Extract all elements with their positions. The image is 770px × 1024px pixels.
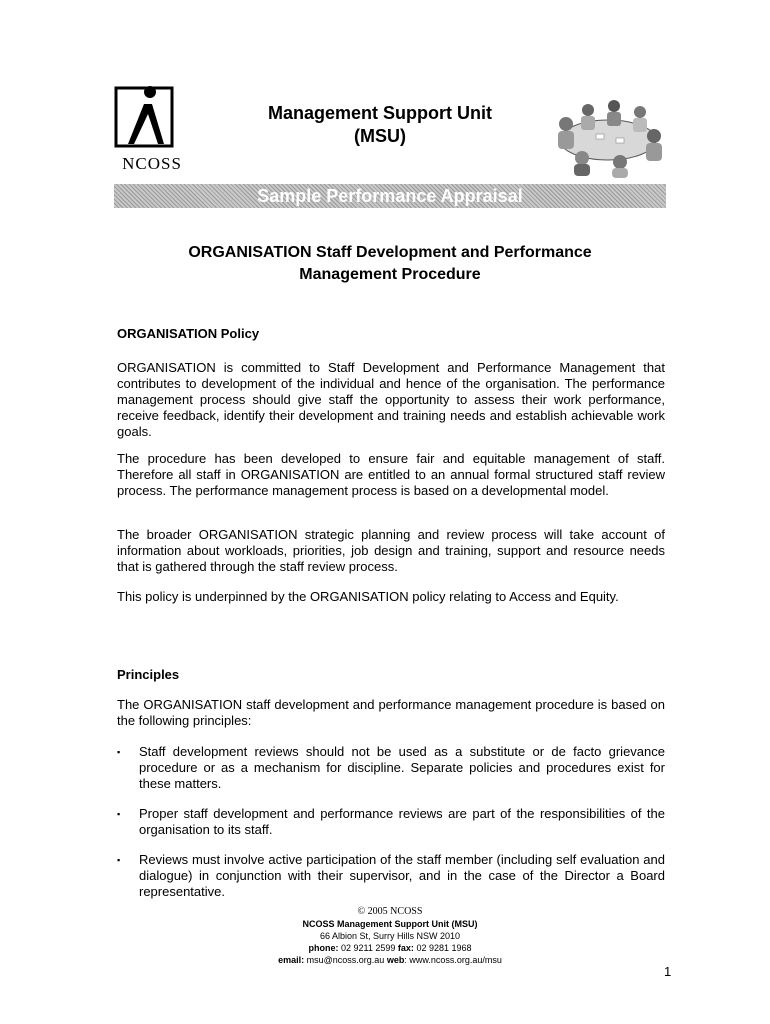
bullet-icon: ▪ <box>117 747 121 757</box>
web-label: web <box>386 955 405 965</box>
footer-contact-line <box>200 954 580 966</box>
list-item <box>117 852 665 900</box>
policy-heading: ORGANISATION Policy <box>117 326 260 341</box>
unit-title-line1: Management Support Unit <box>268 103 492 123</box>
document-title-line1: ORGANISATION Staff Development and Performance <box>188 244 592 261</box>
bullet-icon: ▪ <box>117 809 121 819</box>
ncoss-logo-icon <box>114 82 190 152</box>
logo-text: NCOSS <box>122 154 182 173</box>
policy-paragraph: This policy is underpinned by the ORGANISATION policy relating to Access and Equity. <box>117 589 619 604</box>
list-item-text: Reviews must involve active participation of the staff member (including self evaluation and dialogue) in conjunction with their supervisor, and in the case of the Director a Board representative. <box>139 852 665 899</box>
phone-number: 02 9211 2599 <box>341 943 396 953</box>
footer-address: 66 Albion St, Surry Hills NSW 2010 <box>319 931 461 941</box>
fax-number: 02 9281 1968 <box>416 943 472 953</box>
document-title-line2: Management Procedure <box>299 266 481 283</box>
footer-copyright: © 2005 NCOSS <box>357 906 423 917</box>
ncoss-logo <box>114 82 190 174</box>
banner: Sample Performance Appraisal <box>114 184 666 208</box>
footer-phone-line <box>200 942 580 954</box>
principles-intro: The ORGANISATION staff development and performance management procedure is based on the following principles: <box>117 697 665 728</box>
email-label: email: <box>278 955 305 965</box>
list-item-text: Proper staff development and performance reviews are part of the responsibilities of the organisation to its staff. <box>139 806 665 837</box>
page-number: 1 <box>664 964 672 979</box>
meeting-illustration <box>546 96 668 178</box>
policy-paragraph: The broader ORGANISATION strategic planning and review process will take account of information about workloads, priorities, job design and training, support and resource needs that is gathered through the staff review process. <box>117 527 665 574</box>
email-link[interactable]: msu@ncoss.org.au <box>306 955 385 965</box>
document-title <box>114 242 666 286</box>
unit-title <box>220 102 540 148</box>
meeting-table-icon <box>546 96 668 178</box>
list-item <box>117 806 665 838</box>
bullet-icon: ▪ <box>117 855 121 865</box>
policy-paragraph: The procedure has been developed to ensure fair and equitable management of staff. Therefore all staff in ORGANISATION are entitled to an annual formal structured staff review process. The performance management process is based on a developmental model. <box>117 451 665 498</box>
phone-label: phone: <box>308 943 339 953</box>
list-item-text: Staff development reviews should not be used as a substitute or de facto grievance procedure or as a mechanism for discipline. Separate policies and procedures exist for these matters. <box>139 744 665 791</box>
list-item <box>117 744 665 792</box>
web-link[interactable]: : www.ncoss.org.au/msu <box>404 955 502 965</box>
principles-heading: Principles <box>117 667 180 682</box>
fax-label: fax: <box>397 943 414 953</box>
unit-title-line2: (MSU) <box>354 126 406 146</box>
policy-paragraph: ORGANISATION is committed to Staff Development and Performance Management that contributes to development of the individual and hence of the organisation. The performance management process should give staff the opportunity to assess their work performance, receive feedback, identify their development and training needs and establish achievable work goals. <box>117 360 665 439</box>
footer-unit: NCOSS Management Support Unit (MSU) <box>302 919 478 929</box>
footer <box>200 906 580 966</box>
